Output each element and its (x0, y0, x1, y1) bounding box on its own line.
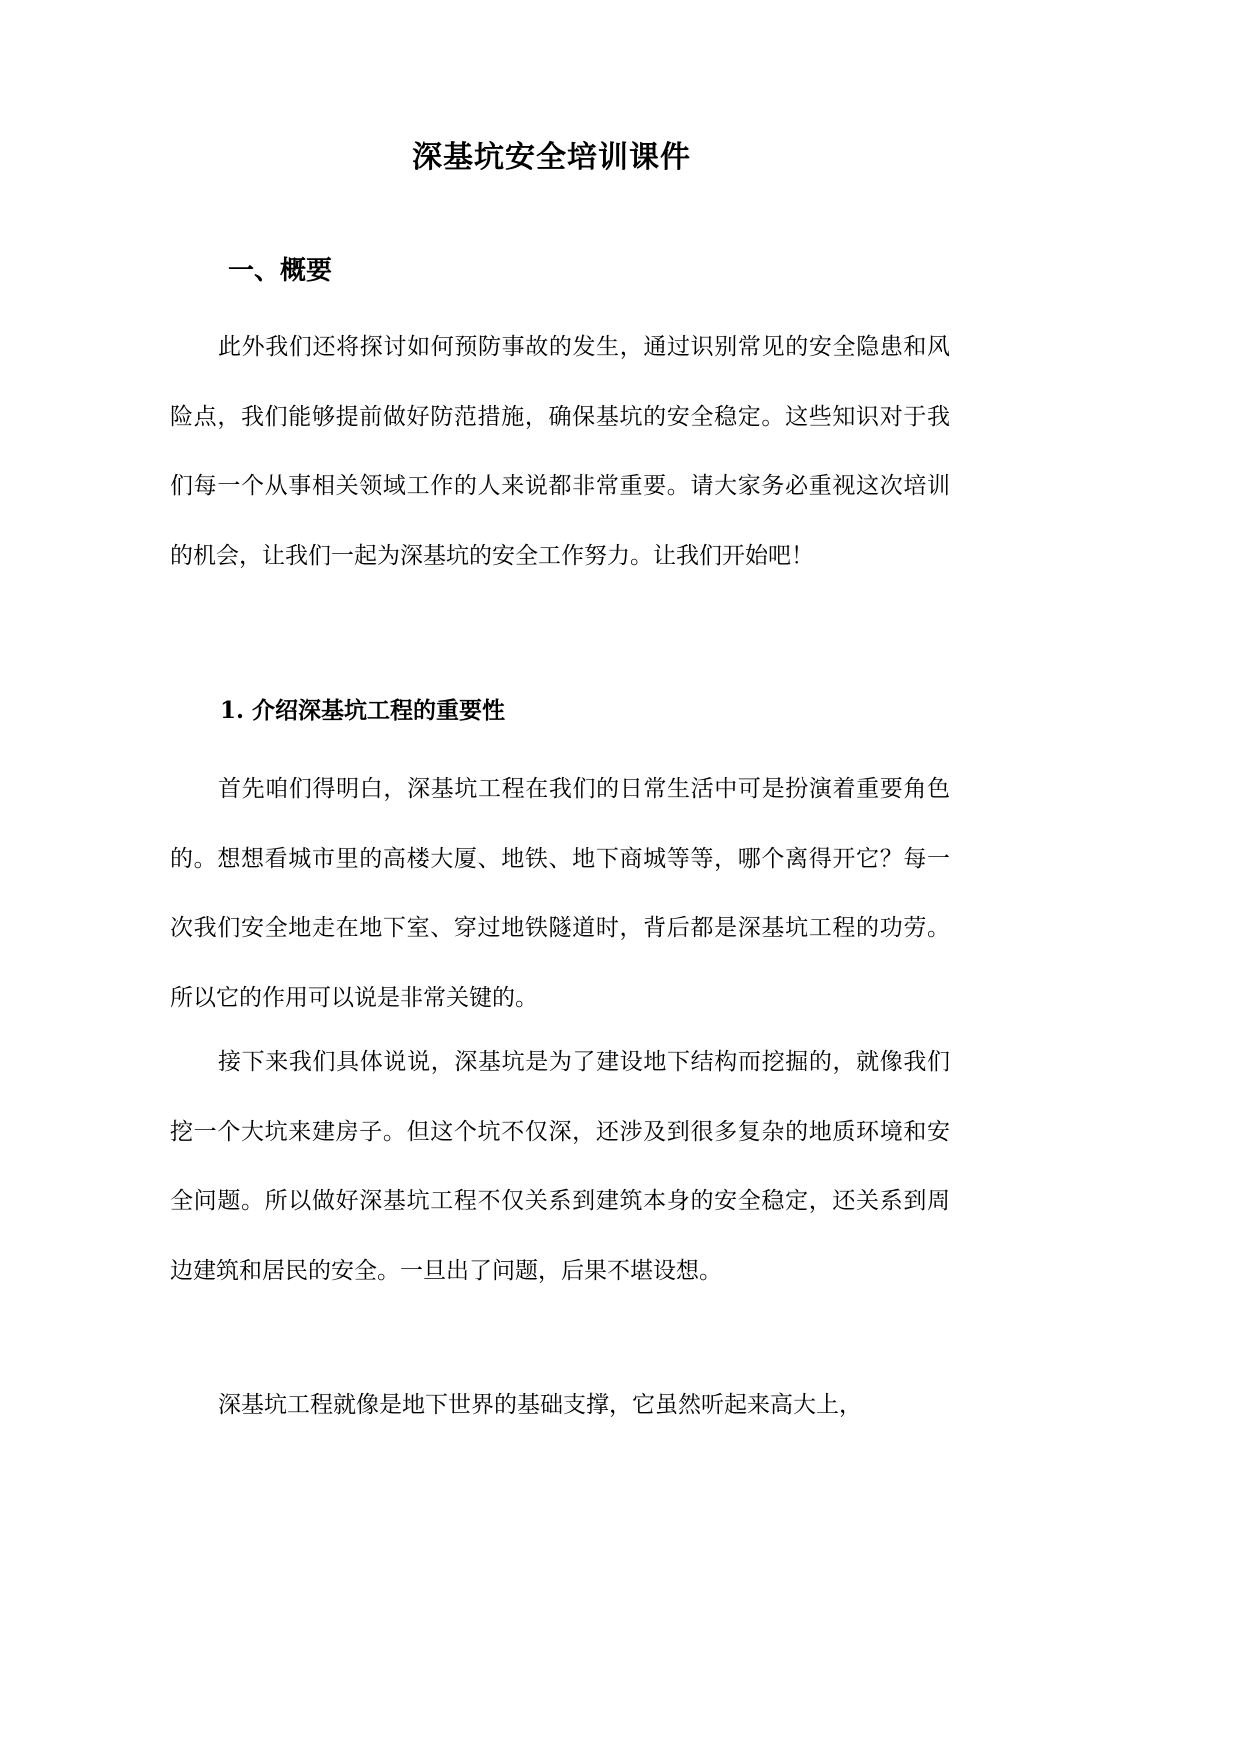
body-paragraph-3: 深基坑工程就像是地下世界的基础支撑，它虽然听起来高大上， (218, 1392, 862, 1418)
subsection-heading-importance: 1. 介绍深基坑工程的重要性 (220, 697, 506, 724)
overview-paragraph: 此外我们还将探讨如何预防事故的发生，通过识别常见的安全隐患和风险点，我们能够提前做好防范措施，确保基坑的安全稳定。这些知识对于我们每一个从事相关领域工作的人来说都非常重要。请大家务必重视这次培训的机会，让我们一起为深基坑的安全工作努力。让我们开始吧！ (170, 334, 950, 569)
body-paragraph-1: 首先咱们得明白，深基坑工程在我们的日常生活中可是扮演着重要角色的。想想看城市里的高楼大厦、地铁、地下商城等等，哪个离得开它？每一次我们安全地走在地下室、穿过地铁隧道时，背后都是深基坑工程的功劳。所以它的作用可以说是非常关键的。 (170, 776, 950, 1011)
section-heading-overview: 一、概要 (228, 256, 333, 286)
body-paragraph-2: 接下来我们具体说说，深基坑是为了建设地下结构而挖掘的，就像我们挖一个大坑来建房子。但这个坑不仅深，还涉及到很多复杂的地质环境和安全问题。所以做好深基坑工程不仅关系到建筑本身的安全稳定，还关系到周边建筑和居民的安全。一旦出了问题，后果不堪设想。 (170, 1049, 950, 1284)
document-title: 深基坑安全培训课件 (412, 140, 691, 175)
